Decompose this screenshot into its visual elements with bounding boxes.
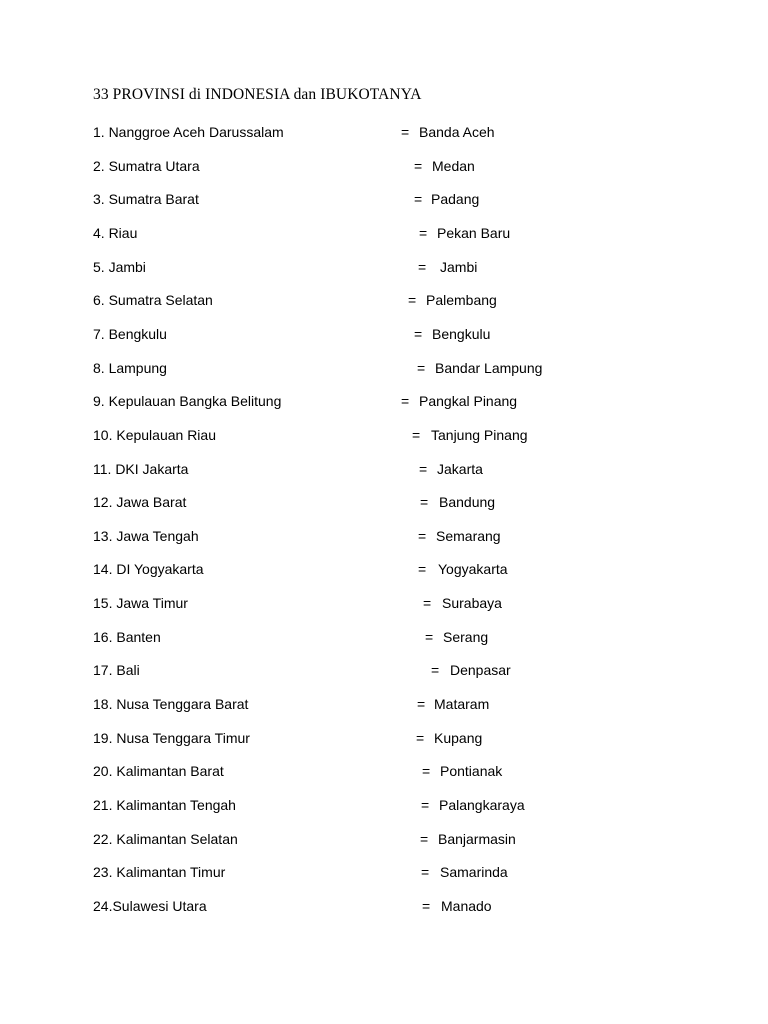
province-name: 7. Bengkulu [93, 325, 167, 342]
list-item [0, 660, 768, 680]
province-name: 2. Sumatra Utara [93, 157, 200, 174]
equals-sign: = [414, 191, 423, 208]
province-name: 11. DKI Jakarta [93, 460, 189, 477]
list-item [0, 829, 768, 849]
province-name: 4. Riau [93, 224, 138, 241]
province-name: 22. Kalimantan Selatan [93, 830, 238, 847]
capital-name: Medan [432, 157, 475, 174]
province-name: 17. Bali [93, 662, 140, 679]
list-item [0, 156, 768, 176]
list-item [0, 324, 768, 344]
list-item [0, 896, 768, 916]
capital-name: Bandar Lampung [435, 359, 543, 376]
document-title: 33 PROVINSI di INDONESIA dan IBUKOTANYA [93, 86, 422, 103]
province-name: 6. Sumatra Selatan [93, 292, 213, 309]
province-name: 20. Kalimantan Barat [93, 763, 224, 780]
province-name: 13. Jawa Tengah [93, 527, 199, 544]
capital-name: Manado [441, 897, 492, 914]
capital-name: Semarang [436, 527, 501, 544]
list-item [0, 425, 768, 445]
capital-name: Bandung [439, 494, 496, 511]
province-name: 16. Banten [93, 628, 161, 645]
list-item [0, 358, 768, 378]
equals-sign: = [423, 595, 432, 612]
capital-name: Pangkal Pinang [419, 393, 518, 410]
capital-name: Palembang [426, 292, 497, 309]
capital-name: Padang [431, 191, 480, 208]
equals-sign: = [418, 527, 427, 544]
list-item [0, 459, 768, 479]
list-item [0, 694, 768, 714]
list-item [0, 492, 768, 512]
province-name: 8. Lampung [93, 359, 167, 376]
capital-name: Bengkulu [432, 325, 491, 342]
equals-sign: = [416, 729, 425, 746]
equals-sign: = [421, 797, 430, 813]
capital-name: Kupang [434, 729, 483, 746]
capital-name: Jakarta [437, 460, 483, 477]
list-item [0, 795, 768, 815]
capital-name: Jambi [440, 258, 478, 275]
list-item [0, 627, 768, 647]
equals-sign: = [418, 561, 427, 578]
equals-sign: = [420, 830, 429, 847]
capital-name: Pontianak [440, 763, 503, 780]
equals-sign: = [414, 325, 423, 342]
capital-name: Serang [443, 628, 489, 645]
equals-sign: = [417, 359, 426, 376]
equals-sign: = [419, 460, 428, 477]
province-name: 19. Nusa Tenggara Timur [93, 729, 250, 746]
capital-name: Palangkaraya [439, 797, 525, 813]
equals-sign: = [420, 494, 429, 511]
equals-sign: = [421, 864, 430, 881]
capital-name: Banjarmasin [438, 830, 516, 847]
province-name: 24.Sulawesi Utara [93, 897, 207, 914]
province-name: 1. Nanggroe Aceh Darussalam [93, 124, 284, 140]
equals-sign: = [418, 258, 427, 275]
province-name: 12. Jawa Barat [93, 494, 187, 511]
province-name: 21. Kalimantan Tengah [93, 797, 236, 813]
equals-sign: = [417, 696, 426, 713]
equals-sign: = [419, 224, 428, 241]
list-item [0, 290, 768, 310]
capital-name: Samarinda [440, 864, 508, 881]
capital-name: Mataram [434, 696, 490, 713]
list-item [0, 189, 768, 209]
list-item [0, 526, 768, 546]
province-name: 14. DI Yogyakarta [93, 561, 204, 578]
equals-sign: = [422, 897, 431, 914]
list-item [0, 257, 768, 277]
province-name: 10. Kepulauan Riau [93, 426, 216, 443]
equals-sign: = [422, 763, 431, 780]
list-item [0, 728, 768, 748]
equals-sign: = [412, 426, 421, 443]
capital-name: Denpasar [450, 662, 511, 679]
province-name: 9. Kepulauan Bangka Belitung [93, 393, 282, 410]
capital-name: Yogyakarta [438, 561, 508, 578]
province-name: 18. Nusa Tenggara Barat [93, 696, 249, 713]
equals-sign: = [408, 292, 417, 309]
capital-name: Surabaya [442, 595, 502, 612]
province-name: 15. Jawa Timur [93, 595, 188, 612]
capital-name: Banda Aceh [419, 124, 495, 140]
list-item [0, 122, 768, 142]
list-item [0, 559, 768, 579]
list-item [0, 593, 768, 613]
list-item [0, 761, 768, 781]
list-item [0, 223, 768, 243]
province-name: 3. Sumatra Barat [93, 191, 199, 208]
province-name: 5. Jambi [93, 258, 146, 275]
equals-sign: = [414, 157, 423, 174]
equals-sign: = [431, 662, 440, 679]
list-item [0, 862, 768, 882]
capital-name: Tanjung Pinang [431, 426, 528, 443]
equals-sign: = [425, 628, 434, 645]
equals-sign: = [401, 393, 410, 410]
list-item [0, 391, 768, 411]
equals-sign: = [401, 124, 410, 140]
capital-name: Pekan Baru [437, 224, 511, 241]
province-name: 23. Kalimantan Timur [93, 864, 226, 881]
